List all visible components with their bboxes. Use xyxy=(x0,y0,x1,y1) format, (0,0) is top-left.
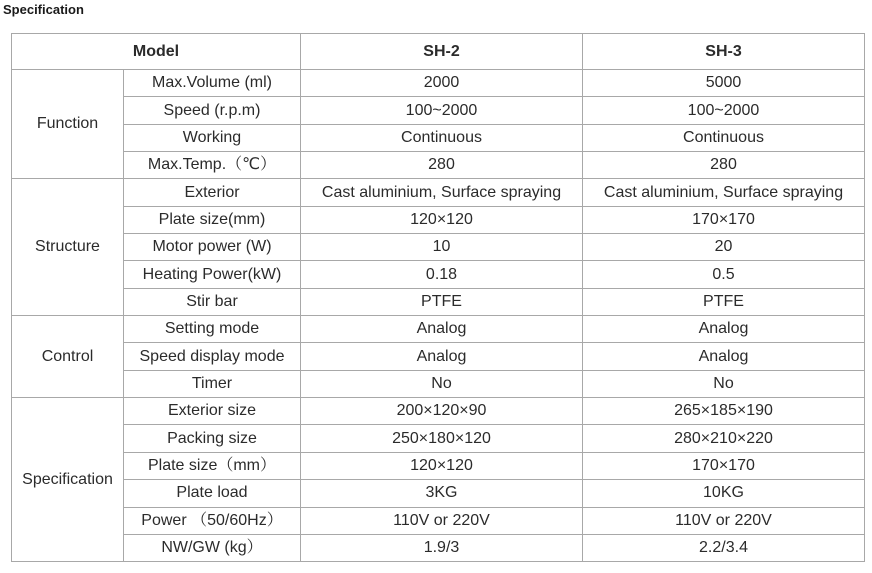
sh2-value: PTFE xyxy=(301,288,583,315)
param-cell: Power （50/60Hz） xyxy=(124,507,301,534)
sh2-value: 120×120 xyxy=(301,452,583,479)
sh3-value: 2.2/3.4 xyxy=(583,534,865,561)
sh2-value: 10 xyxy=(301,234,583,261)
table-row xyxy=(12,398,865,425)
sh2-value: Continuous xyxy=(301,124,583,151)
param-cell: Motor power (W) xyxy=(124,234,301,261)
param-cell: NW/GW (kg） xyxy=(124,534,301,561)
group-label: Structure xyxy=(12,179,124,316)
table-row xyxy=(12,124,865,151)
sh3-value: Analog xyxy=(583,343,865,370)
param-cell: Timer xyxy=(124,370,301,397)
sh2-value: Analog xyxy=(301,316,583,343)
sh2-header: SH-2 xyxy=(301,34,583,70)
sh3-value: 100~2000 xyxy=(583,97,865,124)
sh2-value: 3KG xyxy=(301,480,583,507)
table-row xyxy=(12,261,865,288)
sh3-value: No xyxy=(583,370,865,397)
sh3-value: 265×185×190 xyxy=(583,398,865,425)
param-cell: Plate load xyxy=(124,480,301,507)
table-row xyxy=(12,179,865,206)
table-row xyxy=(12,316,865,343)
sh3-value: 280 xyxy=(583,152,865,179)
group-label: Control xyxy=(12,316,124,398)
param-cell: Exterior xyxy=(124,179,301,206)
sh3-value: 5000 xyxy=(583,70,865,97)
sh2-value: 110V or 220V xyxy=(301,507,583,534)
table-row xyxy=(12,425,865,452)
group-label: Function xyxy=(12,70,124,179)
param-cell: Heating Power(kW) xyxy=(124,261,301,288)
sh2-value: 250×180×120 xyxy=(301,425,583,452)
table-row xyxy=(12,288,865,315)
param-cell: Speed display mode xyxy=(124,343,301,370)
table-row xyxy=(12,343,865,370)
model-header: Model xyxy=(12,34,301,70)
sh3-value: Cast aluminium, Surface spraying xyxy=(583,179,865,206)
sh2-value: 120×120 xyxy=(301,206,583,233)
sh2-value: 0.18 xyxy=(301,261,583,288)
param-cell: Setting mode xyxy=(124,316,301,343)
sh3-value: 20 xyxy=(583,234,865,261)
table-row xyxy=(12,480,865,507)
group-label: Specification xyxy=(12,398,124,562)
table-row xyxy=(12,70,865,97)
sh3-value: 110V or 220V xyxy=(583,507,865,534)
param-cell: Stir bar xyxy=(124,288,301,315)
sh2-value: 280 xyxy=(301,152,583,179)
sh3-value: Continuous xyxy=(583,124,865,151)
page-title: Specification xyxy=(3,2,84,17)
param-cell: Exterior size xyxy=(124,398,301,425)
sh3-value: 170×170 xyxy=(583,452,865,479)
param-cell: Plate size（mm） xyxy=(124,452,301,479)
sh2-value: Analog xyxy=(301,343,583,370)
sh3-value: 280×210×220 xyxy=(583,425,865,452)
param-cell: Plate size(mm) xyxy=(124,206,301,233)
sh2-value: 2000 xyxy=(301,70,583,97)
table-row xyxy=(12,97,865,124)
param-cell: Working xyxy=(124,124,301,151)
sh2-value: 200×120×90 xyxy=(301,398,583,425)
param-cell: Max.Volume (ml) xyxy=(124,70,301,97)
sh2-value: No xyxy=(301,370,583,397)
sh2-value: 100~2000 xyxy=(301,97,583,124)
table-row xyxy=(12,152,865,179)
sh3-value: 170×170 xyxy=(583,206,865,233)
table-row xyxy=(12,206,865,233)
table-row xyxy=(12,534,865,561)
sh3-value: Analog xyxy=(583,316,865,343)
table-row xyxy=(12,370,865,397)
table-row xyxy=(12,452,865,479)
sh3-header: SH-3 xyxy=(583,34,865,70)
sh3-value: PTFE xyxy=(583,288,865,315)
sh3-value: 10KG xyxy=(583,480,865,507)
sh2-value: 1.9/3 xyxy=(301,534,583,561)
header-row xyxy=(12,34,865,70)
table-row xyxy=(12,234,865,261)
sh3-value: 0.5 xyxy=(583,261,865,288)
param-cell: Max.Temp.（℃） xyxy=(124,152,301,179)
spec-table xyxy=(11,33,865,562)
table-row xyxy=(12,507,865,534)
param-cell: Packing size xyxy=(124,425,301,452)
param-cell: Speed (r.p.m) xyxy=(124,97,301,124)
sh2-value: Cast aluminium, Surface spraying xyxy=(301,179,583,206)
